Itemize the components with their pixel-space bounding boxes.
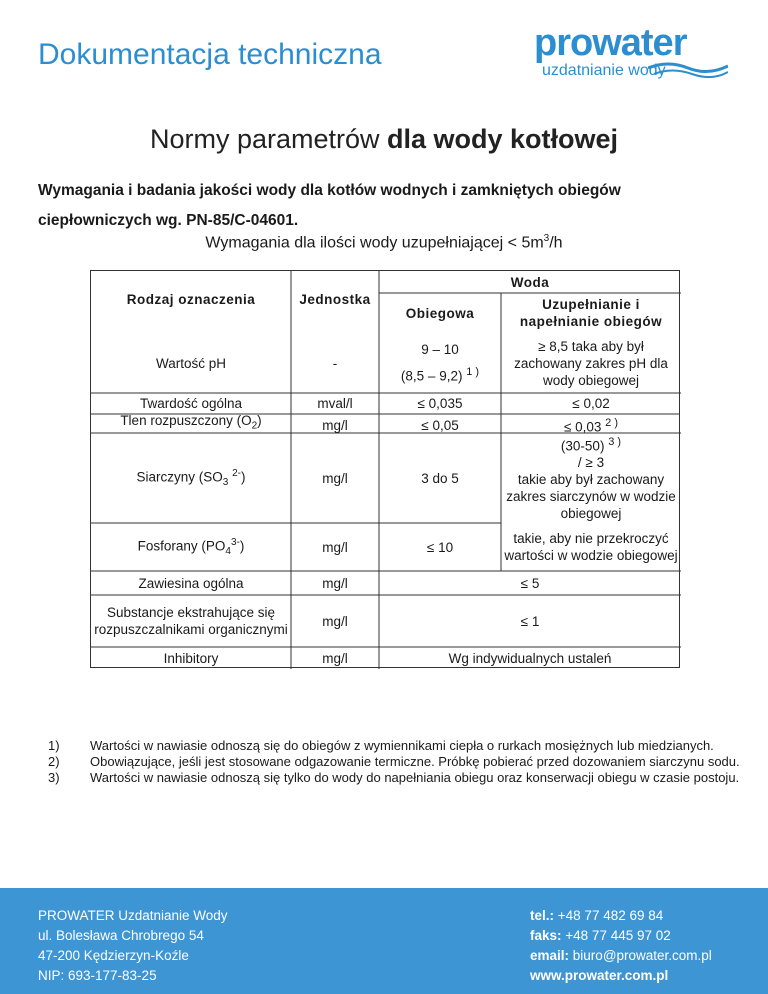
footer-website[interactable]: www.prowater.com.pl (530, 968, 669, 983)
footer-tel: tel.: +48 77 482 69 84 (530, 908, 664, 923)
row-tlen-obiegowa: ≤ 0,05 (421, 418, 459, 433)
row-tlen-uzupelnianie: ≤ 0,03 $^{2 )}$ (563, 417, 619, 435)
footnotes (48, 738, 748, 786)
row-siarczyny-unit: mg/l (322, 470, 348, 486)
footer-fax: faks: +48 77 445 97 02 (530, 928, 671, 943)
row-inhibitory-unit: mg/l (322, 650, 348, 666)
main-title: Normy parametrów dla wody kotłowej (149, 124, 619, 154)
row-fosforany-label: Fosforany $(PO_4^{3-})$ (137, 536, 245, 558)
row-ph-label: Wartość pH (155, 355, 226, 371)
page-header-title: Dokumentacja techniczna (38, 38, 382, 71)
row-ph-unit: - (332, 355, 338, 371)
footnote-1: 1) Wartości w nawiasie odnoszą się do obiegów z wymiennikami ciepła o rurkach mosiężnych lub miedzianych. (48, 738, 714, 753)
row-ph-obiegowa: 9 – 10 (8,5 – 9,2) $^{1 )}$ (400, 341, 480, 384)
row-substancje-value: ≤ 1 (520, 613, 540, 629)
page-footer (0, 888, 768, 994)
row-fosforany-unit: mg/l (322, 539, 348, 555)
footer-street: ul. Bolesława Chrobrego 54 (38, 928, 204, 943)
wave-icon (648, 60, 728, 80)
norms-table (90, 270, 680, 668)
row-zawiesina-value: ≤ 5 (520, 575, 540, 591)
row-tlen-unit: mg/l (322, 418, 348, 433)
row-zawiesina-unit: mg/l (322, 575, 348, 591)
header-obiegowa: Obiegowa (405, 305, 475, 321)
footer-nip: NIP: 693-177-83-25 (38, 968, 157, 983)
footer-email[interactable]: email: biuro@prowater.com.pl (530, 948, 712, 963)
row-siarczyny-label: Siarczyny ($SO_3$ $^{2-}$) (136, 467, 246, 489)
row-tlen-label: Tlen rozpuszczony $(O_2)$ (120, 413, 262, 432)
footnote-3: 3) Wartości w nawiasie odnoszą się tylko do wody do napełniania obiegu oraz konserwacji obiegu w czasie postoju. (48, 770, 740, 785)
row-siarczyny-uzupelnianie: (30-50) $^{3 )}$ / ≥ 3 takie aby był zachowany zakres siarczynów w wodzie obiegowej (506, 435, 676, 522)
header-woda: Woda (510, 274, 550, 290)
footer-company: PROWATER Uzdatnianie Wody (38, 908, 228, 923)
row-twardosc-obiegowa: ≤ 0,035 (417, 396, 463, 411)
row-zawiesina-label: Zawiesina ogólna (138, 575, 244, 591)
row-ph-uzupelnianie: ≥ 8,5 taka aby był zachowany zakres pH dla wody obiegowej (514, 338, 668, 388)
intro-text: Wymagania i badania jakości wody dla kotłów wodnych i zamkniętych obiegów ciepłowniczych wg. PN-85/C-04601. (38, 182, 621, 229)
row-substancje-label: Substancje ekstrahujące się rozpuszczalnikami organicznymi (94, 605, 288, 637)
footer-city: 47-200 Kędzierzyn-Koźle (38, 948, 189, 963)
logo-word: prowater (534, 22, 687, 64)
header-uzupelnianie: Uzupełnianie i napełnianie obiegów (519, 297, 663, 329)
logo-subtitle: uzdatnianie wody (542, 62, 666, 79)
row-twardosc-unit: mval/l (317, 396, 353, 411)
prowater-logo (528, 22, 728, 82)
footnote-2: 2) Obowiązujące, jeśli jest stosowane odgazowanie termiczne. Próbkę pobierać przed dozowaniem siarczynu sodu. (48, 754, 740, 769)
row-siarczyny-obiegowa: 3 do 5 (421, 470, 459, 486)
table-subtitle: Wymagania dla ilości wody uzupełniającej < $5m^3/h$ (205, 233, 563, 252)
header-jednostka: Jednostka (299, 291, 371, 307)
row-twardosc-label: Twardość ogólna (139, 396, 243, 411)
row-fosforany-obiegowa: ≤ 10 (426, 539, 454, 555)
row-fosforany-uzupelnianie: takie, aby nie przekroczyć wartości w wodzie obiegowej (504, 531, 678, 563)
header-rodzaj: Rodzaj oznaczenia (126, 291, 256, 307)
footer-contact (530, 906, 712, 986)
row-twardosc-uzupelnianie: ≤ 0,02 (572, 396, 610, 411)
row-inhibitory-label: Inhibitory (163, 650, 219, 666)
row-inhibitory-value: Wg indywidualnych ustaleń (448, 650, 612, 666)
footer-address (38, 906, 228, 986)
row-substancje-unit: mg/l (322, 613, 348, 629)
